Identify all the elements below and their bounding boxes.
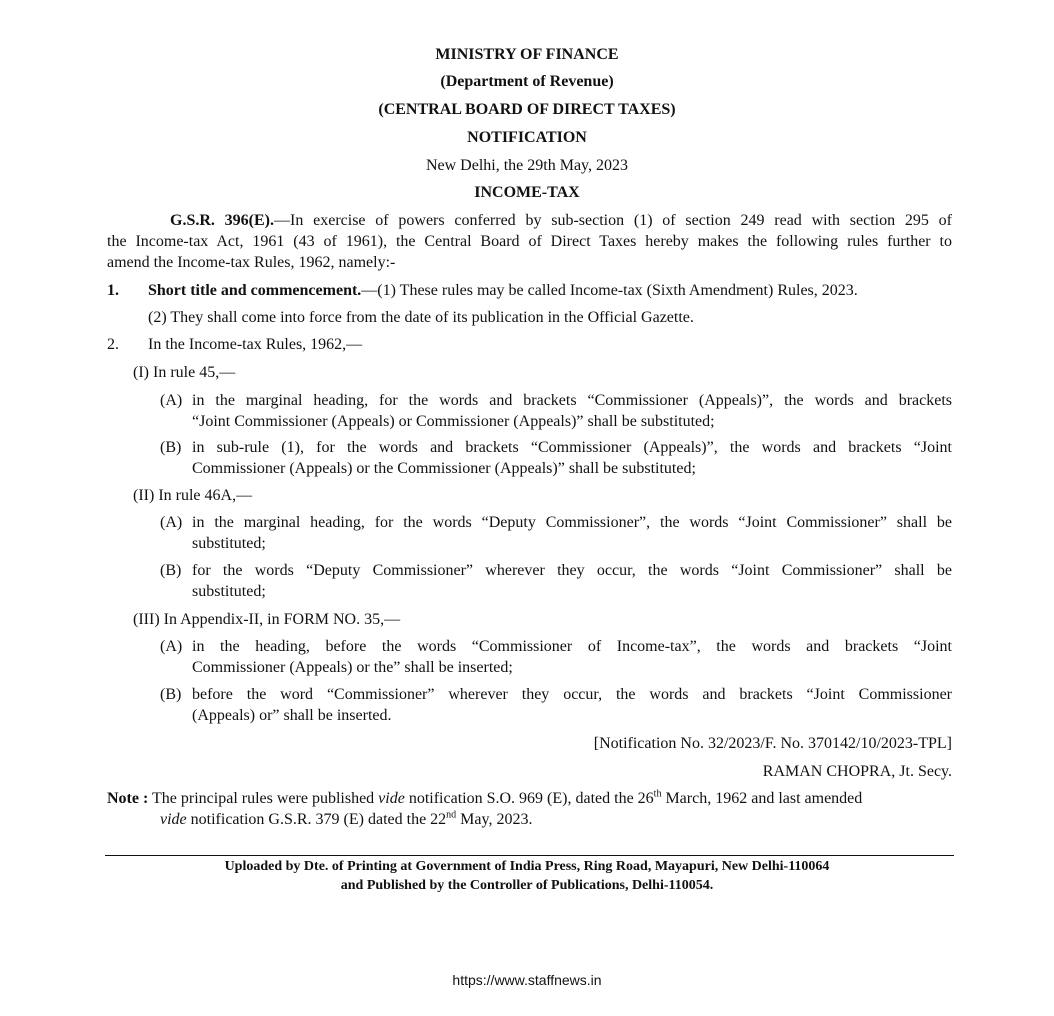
- rule-2-text: In the Income-tax Rules, 1962,—: [148, 336, 363, 353]
- clause-II-A-tag: (A): [160, 514, 183, 531]
- clause-II-A: [192, 512, 952, 554]
- clause-I-B-tag: (B): [160, 439, 182, 456]
- note-sup-2: nd: [446, 809, 457, 821]
- note-sup-1: th: [653, 788, 662, 800]
- board-title: (CENTRAL BOARD OF DIRECT TAXES): [378, 101, 676, 118]
- department-title: (Department of Revenue): [440, 73, 614, 90]
- note-text-2b: May, 2023.: [456, 811, 533, 828]
- signatory: RAMAN CHOPRA, Jt. Secy.: [762, 763, 952, 780]
- rule-1-line: [148, 280, 952, 301]
- clause-I-B-line-1: in sub-rule (1), for the words and brackets “Commissioner (Appeals)”, the words and brackets “Joint: [192, 439, 952, 456]
- footer-line-2: and Published by the Controller of Publications, Delhi-110054.: [340, 878, 714, 893]
- clause-II-B: [192, 560, 952, 602]
- footer-divider: [105, 855, 954, 856]
- rule-1-title: Short title and commencement.: [148, 282, 362, 299]
- preamble-line-1: [107, 210, 952, 231]
- note-text-1b: notification S.O. 969 (E), dated the 26: [404, 790, 654, 807]
- clause-III-B-tag: (B): [160, 686, 182, 703]
- clause-III-A-tag: (A): [160, 638, 183, 655]
- clause-I-A-line-2: “Joint Commissioner (Appeals) or Commissioner (Appeals)” shall be substituted;: [192, 413, 715, 430]
- clause-I-B-line-2: Commissioner (Appeals) or the Commissioner (Appeals)” shall be substituted;: [192, 460, 696, 477]
- clause-I-A-tag: (A): [160, 392, 183, 409]
- preamble: [107, 210, 952, 273]
- clause-II-B-line-1: for the words “Deputy Commissioner” wherever they occur, the words “Joint Commissioner” shall be: [192, 562, 952, 579]
- clause-III-A-line-2: Commissioner (Appeals) or the” shall be inserted;: [192, 659, 513, 676]
- footer-line-1: Uploaded by Dte. of Printing at Government of India Press, Ring Road, Mayapuri, New Delhi-110064: [224, 859, 830, 874]
- note-text-1a: The principal rules were published: [148, 790, 379, 807]
- clause-III-A: [192, 636, 952, 678]
- gsr-number: G.S.R. 396(E).: [170, 212, 275, 229]
- rule-2-number: 2.: [107, 336, 119, 353]
- note: [107, 788, 952, 830]
- rule-1-text: —(1) These rules may be called Income-tax (Sixth Amendment) Rules, 2023.: [361, 282, 858, 299]
- clause-III-B-line-2: (Appeals) or” shall be inserted.: [192, 707, 392, 724]
- note-vide-1: vide: [378, 790, 405, 807]
- note-label: Note :: [107, 790, 149, 807]
- clause-I-A-line-1: in the marginal heading, for the words and brackets “Commissioner (Appeals)”, the words and brackets: [192, 392, 952, 409]
- ministry-title: MINISTRY OF FINANCE: [435, 46, 619, 63]
- subject-title: INCOME-TAX: [474, 184, 580, 201]
- note-text-1c: March, 1962 and last amended: [661, 790, 863, 807]
- rule-1-subrule-2: (2) They shall come into force from the date of its publication in the Official Gazette.: [148, 309, 694, 326]
- note-vide-2: vide: [160, 811, 187, 828]
- clause-II-B-tag: (B): [160, 562, 182, 579]
- note-text-2a: notification G.S.R. 379 (E) dated the 22: [186, 811, 447, 828]
- watermark-url[interactable]: https://www.staffnews.in: [452, 972, 602, 988]
- clause-I-label: (I) In rule 45,—: [133, 364, 236, 381]
- clause-II-B-line-2: substituted;: [192, 583, 266, 600]
- preamble-text-1: —In exercise of powers conferred by sub-section (1) of section 249 read with section 295 of: [274, 212, 952, 229]
- clause-II-A-line-1: in the marginal heading, for the words “Deputy Commissioner”, the words “Joint Commissioner” shall be: [192, 514, 952, 531]
- clause-III-B-line-1: before the word “Commissioner” wherever they occur, the words and brackets “Joint Commissioner: [192, 686, 952, 703]
- rule-1-number: 1.: [107, 282, 119, 299]
- dateline: New Delhi, the 29th May, 2023: [425, 157, 629, 174]
- note-line-2: [107, 809, 952, 830]
- clause-II-label: (II) In rule 46A,—: [133, 487, 253, 504]
- clause-I-A: [192, 390, 952, 432]
- clause-I-B: [192, 437, 952, 479]
- note-line-1: [107, 788, 952, 809]
- notification-title: NOTIFICATION: [467, 129, 587, 146]
- clause-III-B: [192, 684, 952, 726]
- preamble-line-2: the Income-tax Act, 1961 (43 of 1961), the Central Board of Direct Taxes hereby makes the following rules further to: [107, 233, 952, 250]
- clause-III-A-line-1: in the heading, before the words “Commissioner of Income-tax”, the words and brackets “Joint: [192, 638, 952, 655]
- notification-reference: [Notification No. 32/2023/F. No. 370142/10/2023-TPL]: [593, 735, 952, 752]
- clause-II-A-line-2: substituted;: [192, 535, 266, 552]
- clause-III-label: (III) In Appendix-II, in FORM NO. 35,—: [133, 611, 401, 628]
- preamble-line-3: amend the Income-tax Rules, 1962, namely:-: [107, 254, 396, 271]
